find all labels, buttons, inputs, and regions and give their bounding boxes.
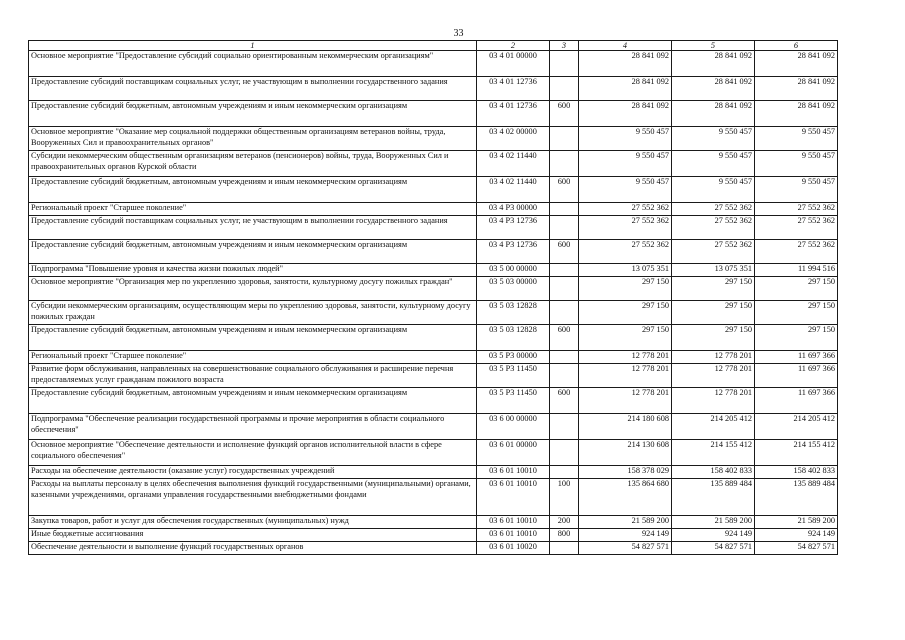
row-amount-1: 9 550 457 bbox=[579, 177, 672, 203]
row-amount-3: 54 827 571 bbox=[755, 542, 838, 555]
row-amount-1: 297 150 bbox=[579, 277, 672, 301]
row-code: 03 6 00 00000 bbox=[477, 414, 550, 440]
row-name: Предоставление субсидий бюджетным, автономным учреждениям и иным некоммерческим организациям bbox=[29, 101, 477, 127]
row-amount-1: 9 550 457 bbox=[579, 151, 672, 177]
row-name: Иные бюджетные ассигнования bbox=[29, 529, 477, 542]
row-amount-1: 297 150 bbox=[579, 301, 672, 325]
row-amount-3: 11 697 366 bbox=[755, 388, 838, 414]
table-row bbox=[29, 203, 838, 216]
table-row bbox=[29, 364, 838, 388]
row-name: Субсидии некоммерческим организациям, осуществляющим меры по укреплению здоровья, занятости, культурному досугу пожилых граждан bbox=[29, 301, 477, 325]
row-code: 03 5 03 12828 bbox=[477, 301, 550, 325]
header-col-2: 2 bbox=[477, 41, 550, 51]
table-row bbox=[29, 177, 838, 203]
row-amount-3: 135 889 484 bbox=[755, 479, 838, 516]
table-row bbox=[29, 414, 838, 440]
row-expense-type bbox=[550, 127, 579, 151]
row-name: Основное мероприятие "Организация мер по укреплению здоровья, занятости, культурному досугу пожилых граждан" bbox=[29, 277, 477, 301]
row-amount-3: 297 150 bbox=[755, 277, 838, 301]
row-amount-1: 214 130 608 bbox=[579, 440, 672, 466]
row-amount-2: 12 778 201 bbox=[672, 351, 755, 364]
table-row bbox=[29, 216, 838, 240]
row-amount-1: 21 589 200 bbox=[579, 516, 672, 529]
row-amount-1: 28 841 092 bbox=[579, 51, 672, 77]
table-row bbox=[29, 466, 838, 479]
row-amount-2: 12 778 201 bbox=[672, 364, 755, 388]
row-amount-1: 27 552 362 bbox=[579, 203, 672, 216]
row-amount-3: 27 552 362 bbox=[755, 240, 838, 264]
row-amount-2: 21 589 200 bbox=[672, 516, 755, 529]
row-amount-1: 27 552 362 bbox=[579, 216, 672, 240]
row-expense-type bbox=[550, 301, 579, 325]
row-amount-2: 158 402 833 bbox=[672, 466, 755, 479]
header-row bbox=[29, 41, 838, 51]
row-expense-type bbox=[550, 277, 579, 301]
row-amount-3: 9 550 457 bbox=[755, 177, 838, 203]
row-code: 03 6 01 00000 bbox=[477, 440, 550, 466]
table-row bbox=[29, 301, 838, 325]
row-amount-1: 27 552 362 bbox=[579, 240, 672, 264]
row-expense-type: 100 bbox=[550, 479, 579, 516]
row-name: Предоставление субсидий бюджетным, автономным учреждениям и иным некоммерческим организациям bbox=[29, 177, 477, 203]
row-code: 03 4 02 11440 bbox=[477, 177, 550, 203]
row-amount-3: 9 550 457 bbox=[755, 127, 838, 151]
table-row bbox=[29, 264, 838, 277]
table-row bbox=[29, 516, 838, 529]
table-row bbox=[29, 151, 838, 177]
row-amount-2: 12 778 201 bbox=[672, 388, 755, 414]
row-amount-2: 13 075 351 bbox=[672, 264, 755, 277]
table-row bbox=[29, 351, 838, 364]
row-expense-type bbox=[550, 414, 579, 440]
row-expense-type bbox=[550, 364, 579, 388]
row-code: 03 4 P3 00000 bbox=[477, 203, 550, 216]
header-col-3: 3 bbox=[550, 41, 579, 51]
row-amount-3: 924 149 bbox=[755, 529, 838, 542]
row-amount-3: 214 205 412 bbox=[755, 414, 838, 440]
row-name: Основное мероприятие "Обеспечение деятельности и исполнение функций органов исполнительной власти в сфере социального обеспечения" bbox=[29, 440, 477, 466]
table-row bbox=[29, 277, 838, 301]
row-amount-2: 28 841 092 bbox=[672, 77, 755, 101]
row-code: 03 4 01 00000 bbox=[477, 51, 550, 77]
table-body bbox=[29, 51, 838, 555]
row-expense-type bbox=[550, 351, 579, 364]
row-code: 03 5 00 00000 bbox=[477, 264, 550, 277]
row-amount-1: 158 378 029 bbox=[579, 466, 672, 479]
table-row bbox=[29, 51, 838, 77]
row-amount-3: 27 552 362 bbox=[755, 216, 838, 240]
row-amount-2: 9 550 457 bbox=[672, 127, 755, 151]
row-amount-3: 28 841 092 bbox=[755, 77, 838, 101]
row-name: Субсидии некоммерческим общественным организациям ветеранов (пенсионеров) войны, труда, Вооруженных Сил и правоохранительных органов Курской области bbox=[29, 151, 477, 177]
table-row bbox=[29, 388, 838, 414]
row-name: Предоставление субсидий поставщикам социальных услуг, не участвующим в выполнении государственного задания bbox=[29, 77, 477, 101]
row-code: 03 4 02 00000 bbox=[477, 127, 550, 151]
row-amount-2: 214 205 412 bbox=[672, 414, 755, 440]
row-name: Закупка товаров, работ и услуг для обеспечения государственных (муниципальных) нужд bbox=[29, 516, 477, 529]
row-amount-1: 214 180 608 bbox=[579, 414, 672, 440]
row-amount-3: 214 155 412 bbox=[755, 440, 838, 466]
row-amount-3: 27 552 362 bbox=[755, 203, 838, 216]
row-amount-2: 214 155 412 bbox=[672, 440, 755, 466]
row-code: 03 6 01 10010 bbox=[477, 529, 550, 542]
table-row bbox=[29, 240, 838, 264]
table-row bbox=[29, 77, 838, 101]
row-expense-type bbox=[550, 264, 579, 277]
row-amount-1: 28 841 092 bbox=[579, 101, 672, 127]
row-code: 03 5 P3 11450 bbox=[477, 364, 550, 388]
row-expense-type bbox=[550, 542, 579, 555]
row-amount-1: 297 150 bbox=[579, 325, 672, 351]
row-name: Предоставление субсидий бюджетным, автономным учреждениям и иным некоммерческим организациям bbox=[29, 388, 477, 414]
row-name: Расходы на выплаты персоналу в целях обеспечения выполнения функций государственными (муниципальными) органами, казенными учреждениями, органами управления государственными внебюджетными фондами bbox=[29, 479, 477, 516]
header-col-1: 1 bbox=[29, 41, 477, 51]
row-expense-type bbox=[550, 440, 579, 466]
row-expense-type: 200 bbox=[550, 516, 579, 529]
row-amount-2: 924 149 bbox=[672, 529, 755, 542]
row-expense-type: 600 bbox=[550, 177, 579, 203]
row-expense-type bbox=[550, 216, 579, 240]
table-row bbox=[29, 101, 838, 127]
row-name: Основное мероприятие "Оказание мер социальной поддержки общественным организациям ветеранов войны, труда, Вооруженных Сил и правоохранительных органов" bbox=[29, 127, 477, 151]
row-amount-2: 297 150 bbox=[672, 301, 755, 325]
row-code: 03 5 P3 00000 bbox=[477, 351, 550, 364]
row-name: Предоставление субсидий бюджетным, автономным учреждениям и иным некоммерческим организациям bbox=[29, 240, 477, 264]
row-amount-3: 11 994 516 bbox=[755, 264, 838, 277]
table-row bbox=[29, 127, 838, 151]
row-expense-type bbox=[550, 51, 579, 77]
row-amount-3: 297 150 bbox=[755, 301, 838, 325]
row-name: Региональный проект "Старшее поколение" bbox=[29, 203, 477, 216]
row-amount-1: 9 550 457 bbox=[579, 127, 672, 151]
row-amount-3: 158 402 833 bbox=[755, 466, 838, 479]
row-amount-2: 9 550 457 bbox=[672, 177, 755, 203]
table-row bbox=[29, 479, 838, 516]
row-amount-1: 924 149 bbox=[579, 529, 672, 542]
row-expense-type bbox=[550, 151, 579, 177]
page-number: 33 bbox=[453, 28, 464, 39]
table-row bbox=[29, 325, 838, 351]
row-amount-1: 12 778 201 bbox=[579, 364, 672, 388]
row-amount-3: 11 697 366 bbox=[755, 364, 838, 388]
row-expense-type bbox=[550, 466, 579, 479]
header-col-4: 4 bbox=[579, 41, 672, 51]
row-code: 03 4 01 12736 bbox=[477, 77, 550, 101]
row-amount-2: 27 552 362 bbox=[672, 240, 755, 264]
row-code: 03 6 01 10010 bbox=[477, 516, 550, 529]
budget-table bbox=[28, 40, 838, 555]
row-name: Основное мероприятие "Предоставление субсидий социально ориентированным некоммерческим организациям" bbox=[29, 51, 477, 77]
row-amount-2: 297 150 bbox=[672, 277, 755, 301]
row-amount-3: 11 697 366 bbox=[755, 351, 838, 364]
row-amount-1: 135 864 680 bbox=[579, 479, 672, 516]
row-code: 03 6 01 10020 bbox=[477, 542, 550, 555]
row-expense-type: 600 bbox=[550, 240, 579, 264]
row-amount-2: 9 550 457 bbox=[672, 151, 755, 177]
row-amount-1: 54 827 571 bbox=[579, 542, 672, 555]
row-name: Подпрограмма "Повышение уровня и качества жизни пожилых людей" bbox=[29, 264, 477, 277]
table-row bbox=[29, 529, 838, 542]
row-code: 03 5 P3 11450 bbox=[477, 388, 550, 414]
table-row bbox=[29, 440, 838, 466]
row-amount-1: 28 841 092 bbox=[579, 77, 672, 101]
row-code: 03 5 03 12828 bbox=[477, 325, 550, 351]
row-amount-1: 13 075 351 bbox=[579, 264, 672, 277]
row-expense-type bbox=[550, 203, 579, 216]
row-amount-2: 297 150 bbox=[672, 325, 755, 351]
header-col-5: 5 bbox=[672, 41, 755, 51]
row-code: 03 5 03 00000 bbox=[477, 277, 550, 301]
row-name: Предоставление субсидий поставщикам социальных услуг, не участвующим в выполнении государственного задания bbox=[29, 216, 477, 240]
row-code: 03 4 P3 12736 bbox=[477, 240, 550, 264]
row-expense-type: 800 bbox=[550, 529, 579, 542]
row-expense-type: 600 bbox=[550, 325, 579, 351]
row-amount-1: 12 778 201 bbox=[579, 388, 672, 414]
row-name: Развитие форм обслуживания, направленных на совершенствование социального обслуживания и расширение перечня предоставляемых услуг гражданам пожилого возраста bbox=[29, 364, 477, 388]
row-amount-2: 27 552 362 bbox=[672, 216, 755, 240]
row-amount-2: 28 841 092 bbox=[672, 51, 755, 77]
row-name: Предоставление субсидий бюджетным, автономным учреждениям и иным некоммерческим организациям bbox=[29, 325, 477, 351]
table-row bbox=[29, 542, 838, 555]
row-expense-type bbox=[550, 77, 579, 101]
row-expense-type: 600 bbox=[550, 388, 579, 414]
row-amount-3: 28 841 092 bbox=[755, 51, 838, 77]
row-amount-2: 28 841 092 bbox=[672, 101, 755, 127]
row-name: Расходы на обеспечение деятельности (оказание услуг) государственных учреждений bbox=[29, 466, 477, 479]
row-expense-type: 600 bbox=[550, 101, 579, 127]
row-name: Подпрограмма "Обеспечение реализации государственной программы и прочие мероприятия в области социального обеспечения" bbox=[29, 414, 477, 440]
row-code: 03 4 01 12736 bbox=[477, 101, 550, 127]
row-amount-2: 54 827 571 bbox=[672, 542, 755, 555]
row-name: Обеспечение деятельности и выполнение функций государственных органов bbox=[29, 542, 477, 555]
row-code: 03 6 01 10010 bbox=[477, 479, 550, 516]
row-amount-3: 28 841 092 bbox=[755, 101, 838, 127]
row-amount-3: 297 150 bbox=[755, 325, 838, 351]
row-code: 03 4 02 11440 bbox=[477, 151, 550, 177]
row-amount-2: 27 552 362 bbox=[672, 203, 755, 216]
row-name: Региональный проект "Старшее поколение" bbox=[29, 351, 477, 364]
row-code: 03 6 01 10010 bbox=[477, 466, 550, 479]
row-amount-3: 21 589 200 bbox=[755, 516, 838, 529]
row-amount-1: 12 778 201 bbox=[579, 351, 672, 364]
row-amount-2: 135 889 484 bbox=[672, 479, 755, 516]
row-amount-3: 9 550 457 bbox=[755, 151, 838, 177]
row-code: 03 4 P3 12736 bbox=[477, 216, 550, 240]
header-col-6: 6 bbox=[755, 41, 838, 51]
